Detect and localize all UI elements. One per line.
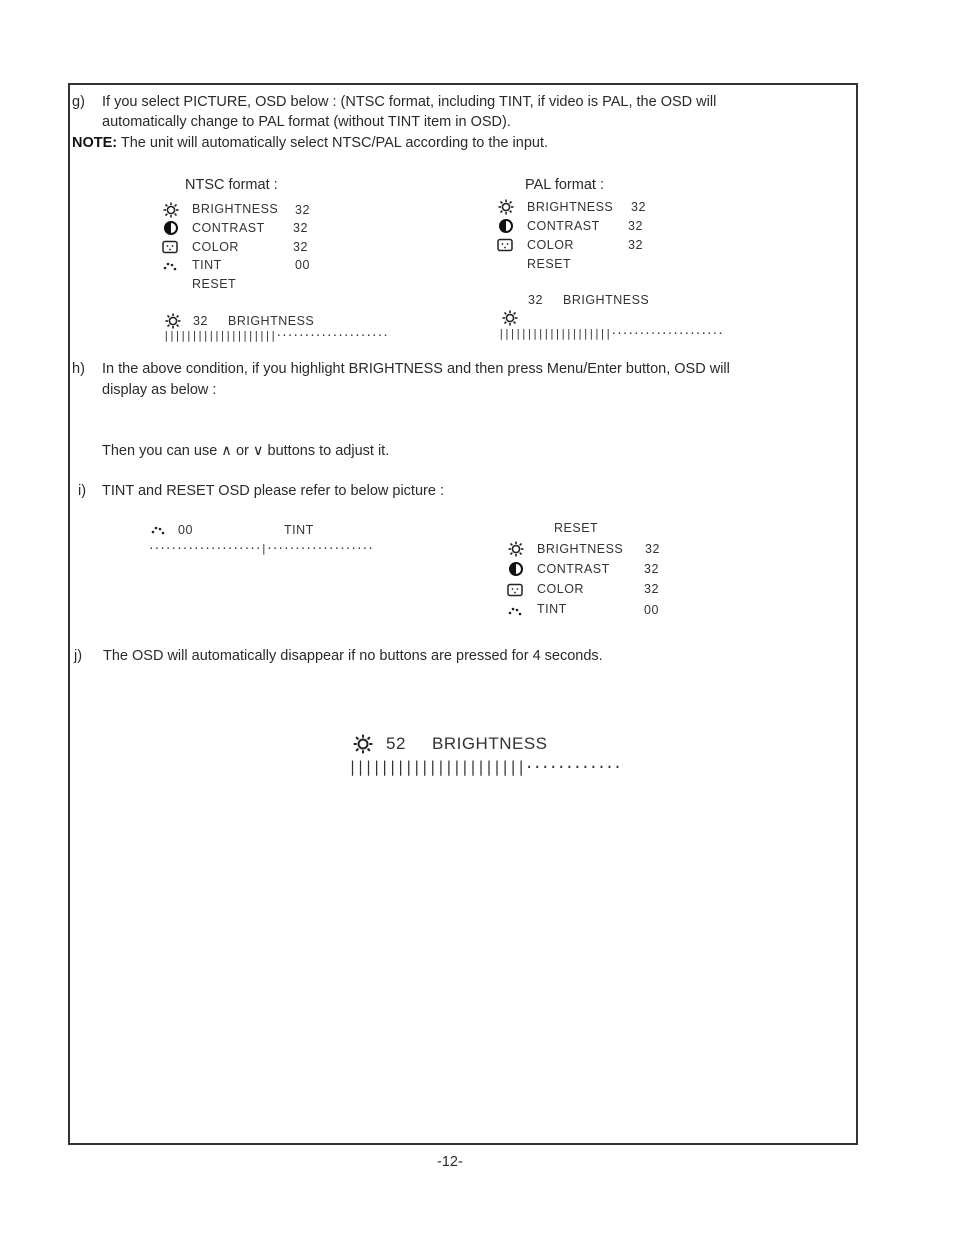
- ntsc-color-value: 32: [293, 240, 308, 254]
- note-text: The unit will automatically select NTSC/PAL according to the input.: [117, 135, 549, 151]
- pal-contrast-label: CONTRAST: [527, 219, 600, 233]
- sun-icon: [165, 313, 181, 329]
- reset-brightness-label: BRIGHTNESS: [537, 542, 624, 556]
- pal-color-value: 32: [628, 238, 643, 252]
- color-icon: [507, 582, 523, 598]
- section-h-line1: In the above condition, if you highlight BRIGHTNESS and then press Menu/Enter button, OSD will: [102, 361, 730, 377]
- pal-contrast-value: 32: [628, 219, 643, 233]
- section-g-marker: g): [72, 94, 85, 110]
- ntsc-tint-label: TINT: [192, 258, 222, 272]
- ntsc-tint-value: 00: [295, 258, 310, 272]
- section-i-marker: i): [78, 483, 87, 499]
- section-j-text: The OSD will automatically disappear if no buttons are pressed for 4 seconds.: [103, 648, 603, 664]
- reset-tint-value: 00: [644, 603, 659, 617]
- ntsc-contrast-label: CONTRAST: [192, 221, 265, 235]
- page-border: [68, 83, 858, 1145]
- section-g-line1: If you select PICTURE, OSD below : (NTSC format, including TINT, if video is PAL, the OSD will: [102, 94, 717, 110]
- reset-contrast-value: 32: [644, 562, 659, 576]
- section-i-text: TINT and RESET OSD please refer to below picture :: [102, 483, 444, 499]
- tint-osd-value: 00: [178, 523, 193, 537]
- tint-icon: [162, 257, 178, 273]
- contrast-icon: [508, 561, 524, 577]
- reset-tint-label: TINT: [537, 602, 567, 616]
- ntsc-bar-label: BRIGHTNESS: [228, 314, 315, 328]
- section-h-marker: h): [72, 361, 85, 377]
- reset-color-value: 32: [644, 582, 659, 596]
- reset-color-label: COLOR: [537, 582, 584, 596]
- tint-icon: [507, 602, 523, 618]
- pal-brightness-level-bar: ||||||||||||||||||||····················: [498, 327, 723, 340]
- tint-icon: [150, 521, 166, 537]
- ntsc-brightness-label: BRIGHTNESS: [192, 202, 279, 216]
- pal-bar-label: BRIGHTNESS: [563, 293, 650, 307]
- section-g-line2: automatically change to PAL format (without TINT item in OSD).: [102, 114, 511, 130]
- sun-icon: [502, 310, 518, 326]
- section-h-line2: display as below :: [102, 382, 217, 398]
- ntsc-color-label: COLOR: [192, 240, 239, 254]
- reset-brightness-value: 32: [645, 542, 660, 556]
- ntsc-contrast-value: 32: [293, 221, 308, 235]
- pal-brightness-value: 32: [631, 200, 646, 214]
- ntsc-brightness-level-bar: ||||||||||||||||||||····················: [163, 329, 388, 342]
- ntsc-bar-value: 32: [193, 314, 208, 328]
- final-bar-value: 52: [386, 734, 406, 753]
- sun-icon: [163, 202, 179, 218]
- final-bar-label: BRIGHTNESS: [432, 734, 548, 753]
- contrast-icon: [498, 218, 514, 234]
- pal-reset-label: RESET: [527, 257, 572, 271]
- pal-bar-value: 32: [528, 293, 543, 307]
- sun-icon: [508, 541, 524, 557]
- contrast-icon: [163, 220, 179, 236]
- pal-brightness-label: BRIGHTNESS: [527, 200, 614, 214]
- ntsc-heading: NTSC format :: [185, 177, 278, 193]
- ntsc-brightness-value: 32: [295, 203, 310, 217]
- section-h-line3: Then you can use ∧ or ∨ buttons to adjust it.: [102, 443, 390, 459]
- ntsc-reset-label: RESET: [192, 277, 237, 291]
- section-j-marker: j): [74, 648, 83, 664]
- color-icon: [162, 239, 178, 255]
- sun-icon: [498, 199, 514, 215]
- tint-level-bar: ····················|···················: [148, 542, 373, 555]
- sun-icon: [353, 734, 373, 754]
- tint-osd-label: TINT: [284, 523, 314, 537]
- reset-osd-title: RESET: [554, 521, 599, 535]
- color-icon: [497, 237, 513, 253]
- pal-color-label: COLOR: [527, 238, 574, 252]
- note-paragraph: [72, 134, 548, 152]
- note-label: NOTE:: [72, 135, 118, 151]
- page-number: -12-: [437, 1154, 463, 1170]
- final-brightness-level-bar: ||||||||||||||||||||||············: [348, 758, 622, 776]
- reset-contrast-label: CONTRAST: [537, 562, 610, 576]
- pal-heading: PAL format :: [525, 177, 604, 193]
